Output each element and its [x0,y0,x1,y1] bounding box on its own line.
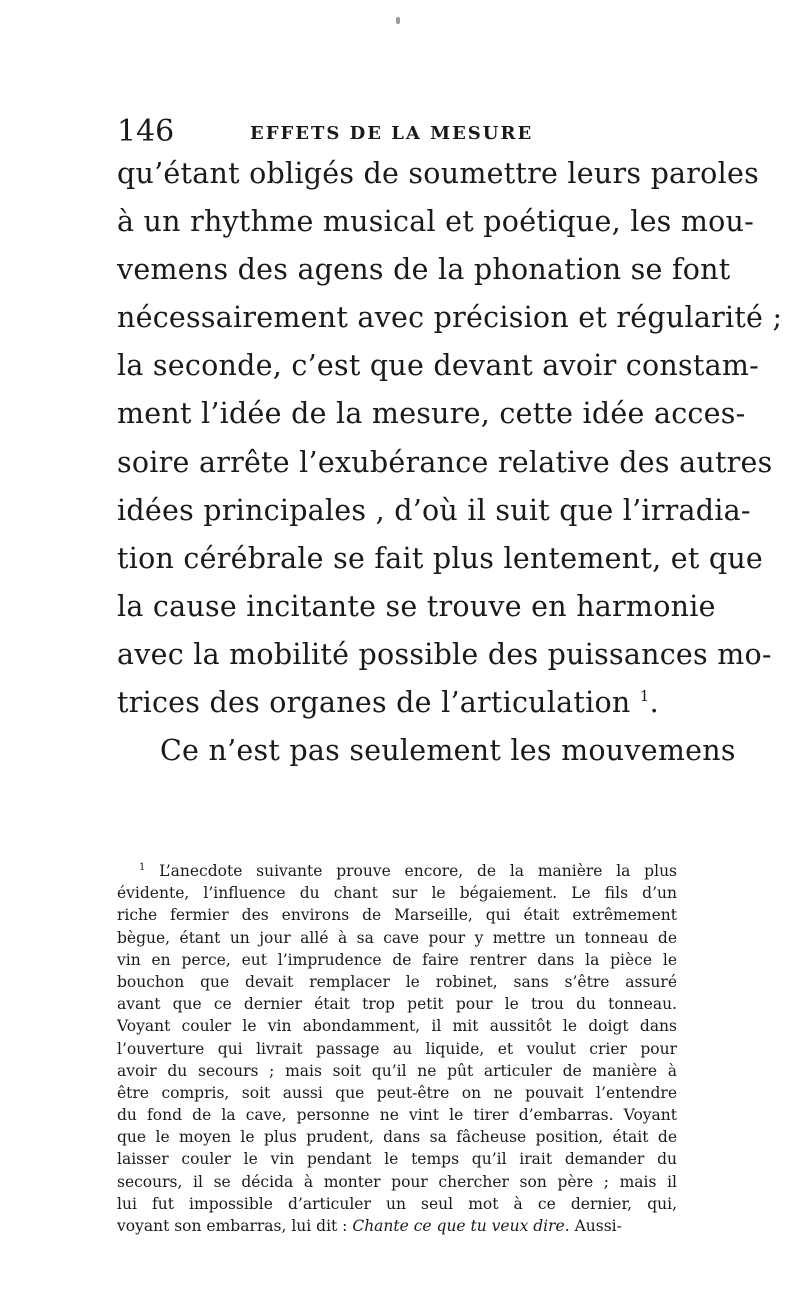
footnote [117,860,677,1237]
text-line-with-footnote-ref [117,679,675,727]
footnote-marker: 1 [139,862,146,873]
text-line: vemens des agens de la phonation se font [117,253,731,287]
footnote-line: vin en perce, eut l’imprudence de faire rentrer dans la pièce le [117,950,677,969]
text-line: à un rhythme musical et poétique, les mou- [117,205,755,239]
footnote-line: évidente, l’influence du chant sur le bégaiement. Le fils d’un [117,884,677,903]
footnote-text: L’anecdote suivante prouve encore, de la manière la plus [159,862,678,880]
footnote-last-line [117,1215,677,1237]
paragraph-start-line: Ce n’est pas seulement les mouvemens [160,734,736,768]
footnote-line: avant que ce dernier était trop petit pour le trou du tonneau. [117,995,677,1014]
footnote-line: secours, il se décida à monter pour chercher son père ; mais il [117,1172,677,1191]
text-line: qu’étant obligés de soumettre leurs paroles [117,157,759,190]
text-line: idées principales , d’où il suit que l’irradia- [117,493,751,527]
sentence-end: . [649,686,659,720]
footnote-line: bouchon que devait remplacer le robinet, sans s’être assuré [117,972,677,991]
footnote-reference: 1 [639,687,650,706]
footnote-line: être compris, soit aussi que peut-être on ne pouvait l’entendre [117,1083,677,1102]
ink-speck [396,17,400,24]
italic-quote: Chante ce que tu veux dire. [352,1217,570,1235]
footnote-line: l’ouverture qui livrait passage au liquide, et voulut crier pour [117,1039,677,1058]
footnote-text: voyant son embarras, lui dit : [117,1217,348,1235]
text-line-part: trices des organes de l’articulation [117,686,631,720]
text-line: nécessairement avec précision et régularité ; [117,301,783,335]
footnote-line: lui fut impossible d’articuler un seul mot à ce dernier, qui, [117,1194,677,1213]
footnote-line: avoir du secours ; mais soit qu’il ne pût articuler de manière à [117,1061,677,1080]
text-line: la cause incitante se trouve en harmonie [117,589,716,623]
footnote-line: Voyant couler le vin abondamment, il mit aussitôt le doigt dans [117,1017,677,1036]
footnote-line: bègue, étant un jour allé à sa cave pour y mettre un tonneau de [117,928,677,947]
page-number: 146 [117,114,175,149]
footnote-line: laisser couler le vin pendant le temps qu’il irait demander du [117,1150,677,1169]
text-line: soire arrête l’exubérance relative des autres [117,445,773,479]
footnote-line: du fond de la cave, personne ne vint le tirer d’embarras. Voyant [117,1106,677,1125]
main-text [117,150,783,775]
text-line: tion cérébrale se fait plus lentement, et que [117,541,764,575]
footnote-line: que le moyen le plus prudent, dans sa fâcheuse position, était de [117,1128,677,1147]
running-head [117,115,677,155]
footnote-line: riche fermier des environs de Marseille, qui était extrêmement [117,906,677,925]
text-line: avec la mobilité possible des puissances mo- [117,637,772,671]
text-line: la seconde, c’est que devant avoir constam- [117,349,759,383]
footnote-text: Aussi- [574,1217,622,1235]
footnote-line [117,860,677,882]
running-title: EFFETS DE LA MESURE [250,123,534,144]
text-line: ment l’idée de la mesure, cette idée acces- [117,397,746,431]
